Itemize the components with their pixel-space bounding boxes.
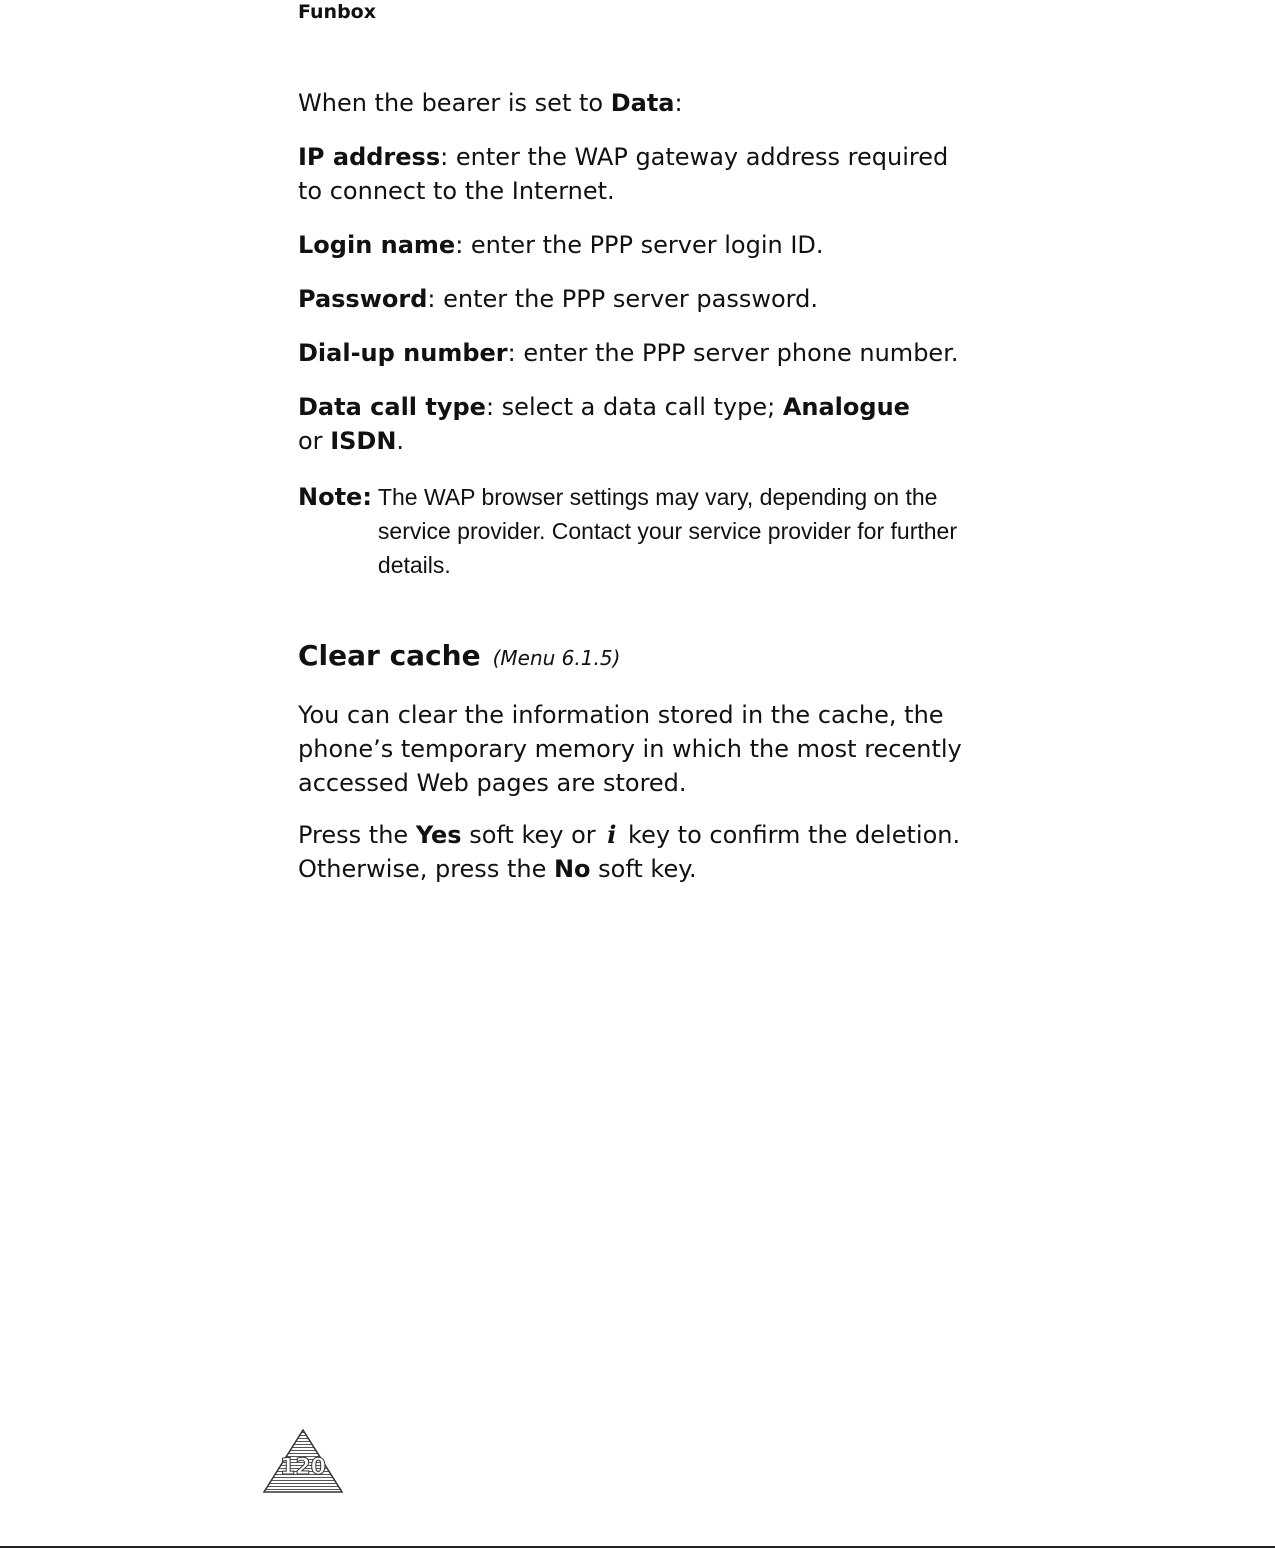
- menu-reference: (Menu 6.1.5): [492, 646, 621, 670]
- no-softkey-label: No: [553, 855, 591, 883]
- setting-term: Login name: [298, 231, 456, 259]
- instruction-text: Press the: [298, 821, 416, 849]
- option-end: .: [396, 427, 405, 455]
- setting-text: : enter the WAP gateway address required to connect to the Internet.: [298, 143, 949, 205]
- setting-term: Data call type: [298, 393, 486, 421]
- triangle-icon: [262, 1428, 344, 1494]
- instruction-text: soft key.: [590, 855, 697, 883]
- clear-cache-instructions: [298, 818, 978, 886]
- intro-bold-data: Data: [610, 89, 675, 117]
- setting-text: : enter the PPP server phone number.: [507, 339, 959, 367]
- setting-text: : enter the PPP server login ID.: [455, 231, 824, 259]
- setting-text: : enter the PPP server password.: [427, 285, 818, 313]
- page-content: [298, 86, 978, 904]
- setting-password: [298, 282, 978, 316]
- setting-data-call-type: [298, 390, 978, 458]
- setting-term: Password: [298, 285, 428, 313]
- note-label: Note:: [298, 483, 372, 511]
- note-text: The WAP browser settings may vary, depending on the service provider. Contact your service provider for further details.: [377, 484, 957, 578]
- page-number-badge: [262, 1428, 344, 1494]
- note-block: [298, 480, 978, 582]
- bottom-divider: [0, 1546, 1275, 1548]
- running-header: Funbox: [298, 1, 376, 23]
- intro-paragraph: [298, 86, 978, 120]
- clear-cache-description: You can clear the information stored in the cache, the phone’s temporary memory in which the most recently accessed Web pages are stored.: [298, 701, 962, 797]
- i-key-icon: i: [607, 820, 617, 849]
- setting-ip-address: [298, 140, 978, 208]
- option-joiner: or: [298, 427, 331, 455]
- setting-text: : select a data call type;: [485, 393, 783, 421]
- page-number: 120: [280, 1455, 326, 1480]
- setting-login-name: [298, 228, 978, 262]
- instruction-text: soft key or: [461, 821, 604, 849]
- option-isdn: ISDN: [330, 427, 397, 455]
- setting-term: Dial-up number: [298, 339, 508, 367]
- intro-suffix: :: [674, 89, 683, 117]
- setting-term: IP address: [298, 143, 441, 171]
- instruction-text: key to confirm the deletion. Otherwise, press the: [298, 821, 961, 883]
- option-analogue: Analogue: [782, 393, 910, 421]
- section-heading: [298, 638, 978, 676]
- intro-prefix: When the bearer is set to: [298, 89, 611, 117]
- section-title: Clear cache: [298, 639, 481, 672]
- setting-dial-up-number: [298, 336, 978, 370]
- yes-softkey-label: Yes: [415, 821, 462, 849]
